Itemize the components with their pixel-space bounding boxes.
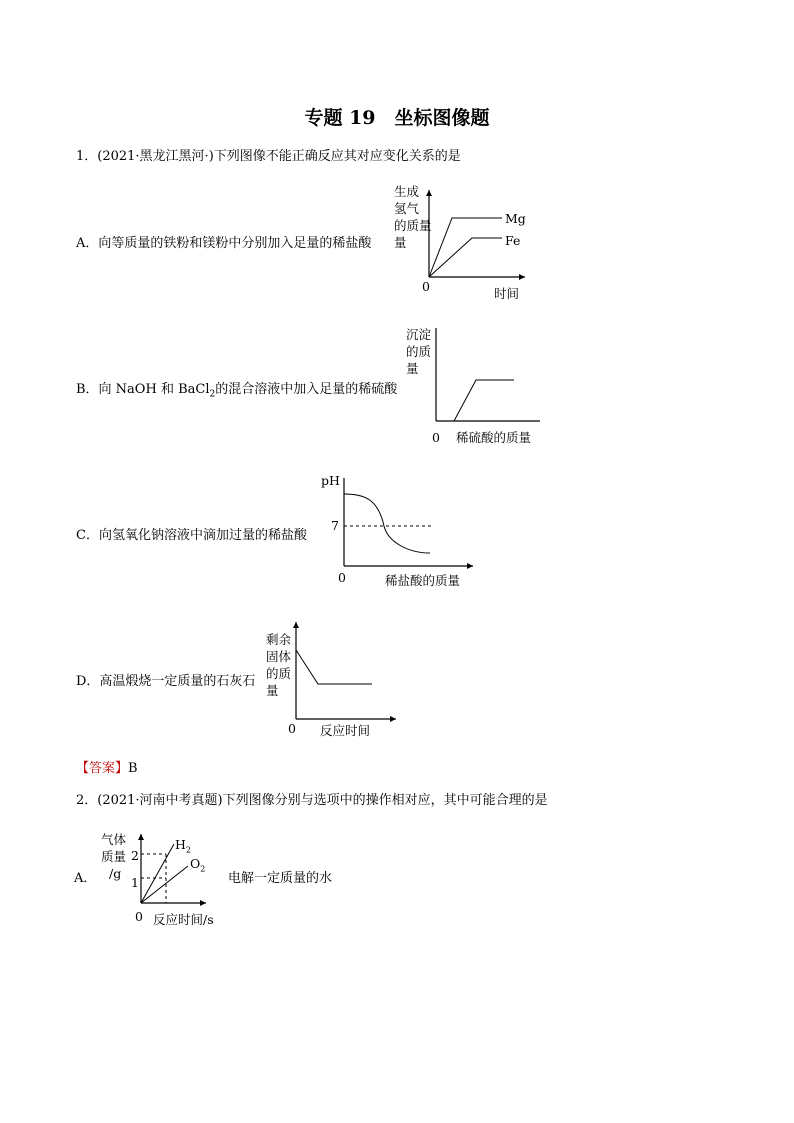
q2-option-a-letter: A．: [74, 871, 97, 886]
q2a-o2-line: [141, 866, 188, 903]
question-2-stem: 2．(2021·河南中考真题)下列图像分别与选项中的操作相对应，其中可能合理的是: [76, 793, 548, 808]
q1a-xlabel: 时间: [494, 286, 520, 301]
q1c-tick-7: 7: [331, 518, 339, 533]
q2a-ytick-1: 1: [131, 875, 139, 890]
q1-option-a-text: A．向等质量的铁粉和镁粉中分别加入足量的稀盐酸: [76, 236, 372, 251]
q1a-fe-line: [429, 238, 502, 277]
q1-option-b-text: B．向 NaOH 和 BaCl$_2$的混合溶液中加入足量的稀硫酸: [76, 382, 398, 400]
q1a-origin: 0: [422, 279, 430, 294]
q1a-mg-line: [429, 218, 502, 277]
q1b-ylabel: 沉淀 的质 量: [406, 327, 432, 376]
q1c-graph: [338, 478, 478, 578]
q1c-ph-curve: [344, 494, 430, 553]
q1b-graph: [432, 328, 552, 428]
q1a-graph: [420, 190, 540, 290]
q1d-graph: [292, 620, 402, 725]
q1c-origin: 0: [338, 570, 346, 585]
q1b-origin: 0: [432, 430, 440, 445]
q1-option-d-text: D．高温煅烧一定质量的石灰石: [76, 674, 256, 689]
q2a-ylabel: 气体 质量 /g: [101, 832, 127, 881]
q2a-o2-label: $O_2$: [190, 856, 206, 874]
q1c-xlabel: 稀盐酸的质量: [385, 573, 461, 588]
q2-option-a-desc: 电解一定质量的水: [228, 871, 333, 886]
q2a-h2-label: $H_2$: [175, 837, 191, 855]
q1-option-c-text: C．向氢氧化钠溶液中滴加过量的稀盐酸: [76, 528, 307, 543]
q1d-xlabel: 反应时间: [320, 723, 371, 738]
q2a-origin: 0: [135, 909, 143, 924]
q1d-origin: 0: [288, 721, 296, 736]
q2a-xlabel: 反应时间/s: [153, 912, 214, 927]
q1b-xlabel: 稀硫酸的质量: [456, 430, 532, 445]
q1-answer: 【答案】B: [76, 761, 138, 776]
q1b-precipitate-line: [454, 380, 514, 421]
q1c-ylabel: pH: [321, 473, 340, 488]
q2a-ytick-2: 2: [131, 848, 139, 863]
question-1-stem: 1．(2021·黑龙江黑河·)下列图像不能正确反应其对应变化关系的是: [76, 149, 461, 164]
q1a-mg-label: Mg: [505, 211, 526, 226]
q2a-h2-line: [141, 844, 174, 903]
q1a-ylabel: 生成 氢气 的质量 量: [394, 184, 432, 250]
q1d-solid-mass-line: [296, 650, 372, 684]
q1a-fe-label: Fe: [505, 233, 521, 248]
page-title: 专题 19 坐标图像题: [304, 107, 490, 129]
q1d-ylabel: 剩余 固体 的质 量: [266, 632, 292, 698]
